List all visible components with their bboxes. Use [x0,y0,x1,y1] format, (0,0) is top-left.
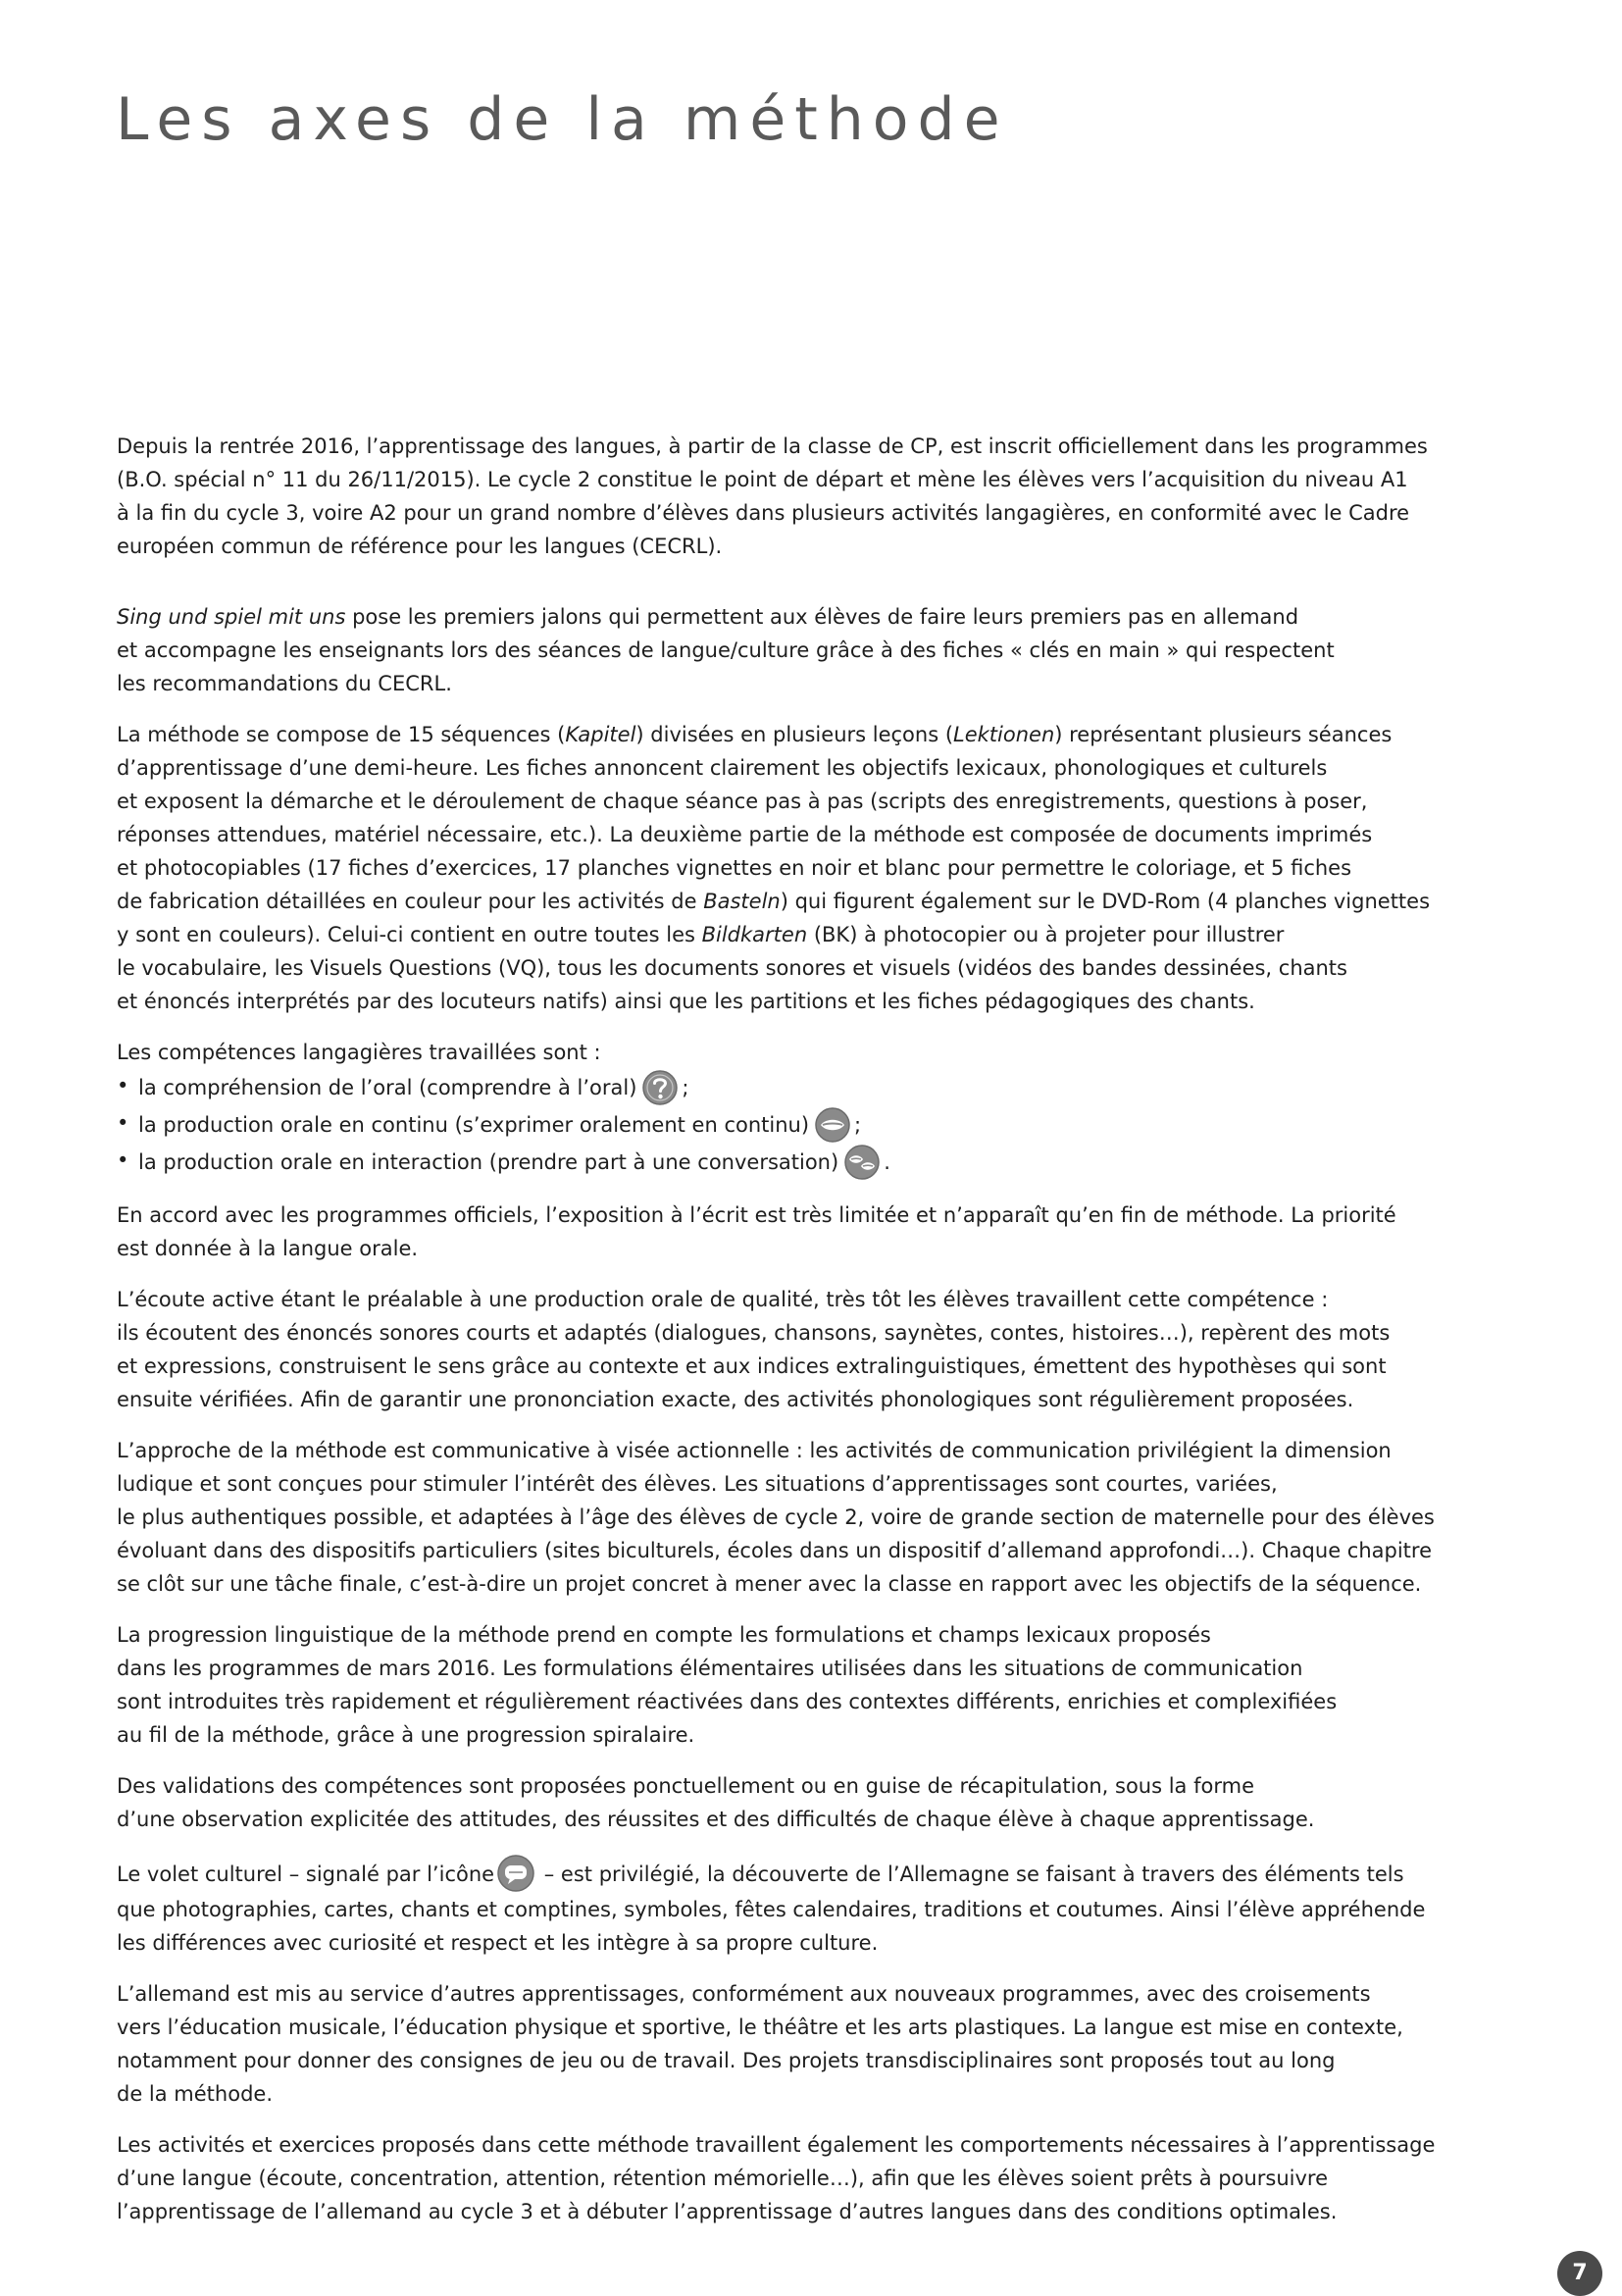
text-fragment: pose les premiers jalons qui permettent aux élèves de faire leurs premiers pas en allemand [345,605,1299,629]
writing-paragraph [117,1199,1519,1265]
page-title: Les axes de la méthode [116,85,1009,154]
listening-paragraph [117,1283,1519,1416]
text-line: et expressions, construisent le sens grâce au contexte et aux indices extralinguistiques, émettent des hypothèses qui sont [117,1354,1387,1378]
composition-paragraph [117,718,1519,1018]
text-line [117,918,1519,951]
text-line: le plus authentiques possible, et adaptées à l’âge des élèves de cycle 2, voire de grande section de maternelle pour des élèves [117,1505,1435,1529]
text-line: Des validations des compétences sont proposées ponctuellement ou en guise de récapitulation, sous la forme [117,1774,1254,1798]
text-line: ils écoutent des énoncés sonores courts et adaptés (dialogues, chansons, saynètes, contes, histoires…), repèrent des mots [117,1321,1391,1345]
text-line: L’allemand est mis au service d’autres apprentissages, conformément aux nouveaux programmes, avec des croisements [117,1982,1371,2006]
method-title: Sing und spiel mit uns [117,605,346,629]
text-line: La progression linguistique de la méthode prend en compte les formulations et champs lexicaux proposés [117,1623,1211,1647]
text-line: l’apprentissage de l’allemand au cycle 3 et à débuter l’apprentissage d’autres langues dans des conditions optimales. [117,2200,1338,2223]
text-line: le vocabulaire, les Visuels Questions (VQ), tous les documents sonores et visuels (vidéos des bandes dessinées, chants [117,956,1347,980]
skill-text: la compréhension de l’oral (comprendre à l’oral) [138,1076,637,1099]
text-line [117,1854,1519,1893]
text-fragment: ) représentant plusieurs séances [1054,723,1393,746]
text-line: sont introduites très rapidement et régulièrement réactivées dans des contextes différents, enrichies et complexifiées [117,1690,1338,1713]
page-number-badge: 7 [1557,2251,1602,2296]
text-fragment: La méthode se compose de 15 séquences ( [117,723,566,746]
text-line [117,885,1519,918]
text-line: ludique et sont conçues pour stimuler l’intérêt des élèves. Les situations d’apprentissages sont courtes, variées, [117,1472,1278,1496]
bullet: • [117,1111,129,1135]
culture-paragraph [117,1854,1519,1960]
text-line: (B.O. spécial n° 11 du 26/11/2015). Le cycle 2 constitue le point de départ et mène les élèves vers l’acquisition du niveau A1 [117,468,1408,491]
text-line: En accord avec les programmes officiels, l’exposition à l’écrit est très limitée et n’apparaît qu’en fin de méthode. La priorité [117,1203,1396,1227]
text-line: que photographies, cartes, chants et comptines, symboles, fêtes calendaires, traditions et coutumes. Ainsi l’élève appréhende [117,1898,1426,1921]
skill-item [117,1106,1519,1144]
skill-end: . [884,1150,890,1174]
term-basteln: Basteln [703,890,781,913]
skill-end: ; [854,1113,862,1137]
skill-text: la production orale en interaction (prendre part à une conversation) [138,1150,839,1174]
body-text [117,430,1519,2246]
text-fragment: de fabrication détaillées en couleur pour les activités de [117,890,704,913]
text-fragment: y sont en couleurs). Celui-ci contient en outre toutes les [117,923,702,946]
behaviour-paragraph [117,2128,1519,2228]
text-fragment: – est privilégié, la découverte de l’Allemagne se faisant à travers des éléments tels [537,1862,1404,1886]
crosscurricular-paragraph [117,1977,1519,2111]
text-line: et exposent la démarche et le déroulement de chaque séance pas à pas (scripts des enregistrements, questions à poser, [117,790,1368,813]
text-line: au fil de la méthode, grâce à une progression spiralaire. [117,1723,695,1747]
text-line: est donnée à la langue orale. [117,1237,419,1260]
term-bildkarten: Bildkarten [701,923,808,946]
text-line: les recommandations du CECRL. [117,672,452,695]
text-line: européen commun de référence pour les langues (CECRL). [117,535,723,558]
text-line: et photocopiables (17 fiches d’exercices, 17 planches vignettes en noir et blanc pour permettre le coloriage, et 5 fiches [117,856,1352,880]
skill-item [117,1144,1519,1181]
text-line [117,600,1519,634]
bullet: • [117,1074,129,1097]
text-line: Depuis la rentrée 2016, l’apprentissage des langues, à partir de la classe de CP, est inscrit officiellement dans les programmes [117,434,1428,458]
text-line: L’approche de la méthode est communicative à visée actionnelle : les activités de communication privilégient la dimension [117,1439,1392,1462]
skills-intro: Les compétences langagières travaillées sont : [117,1041,601,1064]
skills-list [117,1069,1519,1181]
text-line: à la fin du cycle 3, voire A2 pour un grand nombre d’élèves dans plusieurs activités langagières, en conformité avec le Cadre [117,501,1410,525]
text-line: d’apprentissage d’une demi-heure. Les fiches annoncent clairement les objectifs lexicaux, phonologiques et culturels [117,756,1328,780]
skills-section [117,1036,1519,1181]
mouth-icon [814,1106,851,1144]
method-intro-paragraph [117,600,1519,700]
validation-paragraph [117,1769,1519,1836]
text-line: Les activités et exercices proposés dans cette méthode travaillent également les comportements nécessaires à l’apprentissage [117,2133,1436,2157]
text-line: se clôt sur une tâche finale, c’est-à-dire un projet concret à mener avec la classe en rapport avec les objectifs de la séquence. [117,1572,1422,1596]
question-mark-icon [641,1069,679,1106]
text-line: d’une observation explicitée des attitudes, des réussites et des difficultés de chaque élève à chaque apprentissage. [117,1808,1315,1831]
text-fragment: ) divisées en plusieurs leçons ( [635,723,954,746]
text-line: réponses attendues, matériel nécessaire, etc.). La deuxième partie de la méthode est composée de documents imprimés [117,823,1373,846]
text-line: ensuite vérifiées. Afin de garantir une prononciation exacte, des activités phonologiques sont régulièrement proposées. [117,1388,1354,1411]
text-line: et accompagne les enseignants lors des séances de langue/culture grâce à des fiches « clés en main » qui respectent [117,638,1335,662]
text-fragment: Le volet culturel – signalé par l’icône [117,1862,495,1886]
bullet: • [117,1148,129,1172]
speech-bubble-icon [496,1854,535,1893]
text-fragment: (BK) à photocopier ou à projeter pour illustrer [807,923,1285,946]
conversation-icon [843,1144,881,1181]
skill-end: ; [682,1076,689,1099]
text-line: vers l’éducation musicale, l’éducation physique et sportive, le théâtre et les arts plastiques. La langue est mise en contexte, [117,2015,1403,2039]
intro-paragraph [117,430,1519,563]
text-line [117,718,1519,751]
text-line: évoluant dans des dispositifs particuliers (sites biculturels, écoles dans un dispositif d’allemand approfondi…). Chaque chapitre [117,1539,1433,1562]
text-line: dans les programmes de mars 2016. Les formulations élémentaires utilisées dans les situations de communication [117,1657,1303,1680]
text-line: notamment pour donner des consignes de jeu ou de travail. Des projets transdisciplinaires sont proposés tout au long [117,2049,1336,2072]
term-kapitel: Kapitel [565,723,636,746]
text-fragment: ) qui figurent également sur le DVD-Rom (4 planches vignettes [780,890,1431,913]
text-line: L’écoute active étant le préalable à une production orale de qualité, très tôt les élèves travaillent cette compétence : [117,1288,1329,1311]
text-line: les différences avec curiosité et respect et les intègre à sa propre culture. [117,1931,879,1955]
text-line: d’une langue (écoute, concentration, attention, rétention mémorielle…), afin que les élèves soient prêts à poursuivre [117,2167,1329,2190]
term-lektionen: Lektionen [953,723,1055,746]
approach-paragraph [117,1434,1519,1601]
skill-text: la production orale en continu (s’exprimer oralement en continu) [138,1113,810,1137]
text-line: de la méthode. [117,2082,273,2106]
skill-item [117,1069,1519,1106]
progression-paragraph [117,1618,1519,1752]
text-line: et énoncés interprétés par des locuteurs natifs) ainsi que les partitions et les fiches pédagogiques des chants. [117,990,1255,1013]
